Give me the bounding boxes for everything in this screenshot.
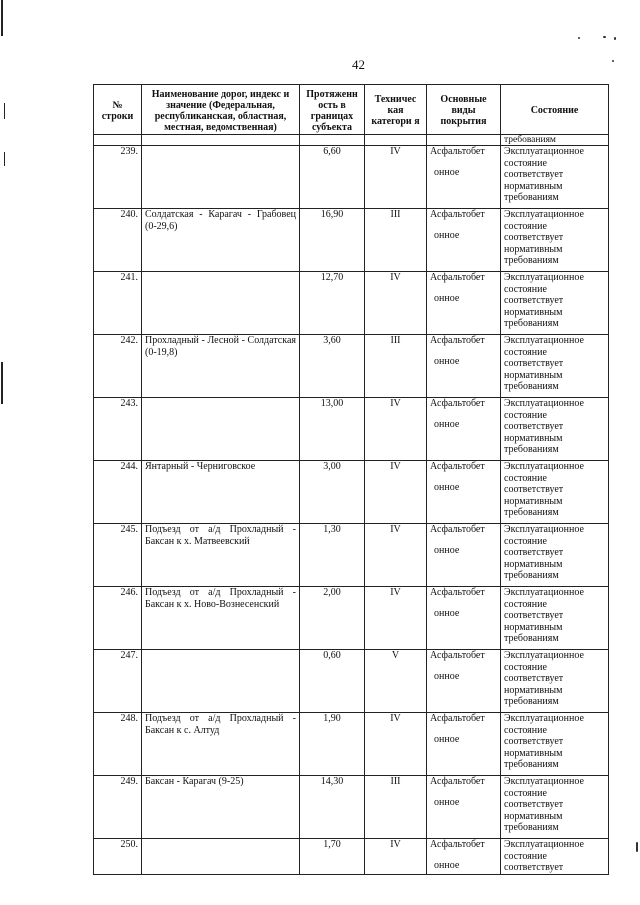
condition — [501, 839, 609, 875]
surface-line-2: онное — [434, 859, 460, 871]
surface-line-1: Асфальтобет — [430, 335, 485, 346]
condition-line: состояние — [504, 346, 547, 358]
technical-category: IV — [365, 839, 427, 875]
condition-line: состояние — [504, 787, 547, 799]
condition-line: Эксплуатационное — [504, 650, 584, 661]
surface-line-2: онное — [434, 292, 460, 304]
condition-line: нормативным — [504, 684, 563, 696]
condition-line: соответствует — [504, 232, 564, 243]
condition-line: требованиям — [504, 507, 559, 518]
road-name: Подъезд от а/д Прохладный - Баксан к х. Матвеевский — [142, 524, 300, 587]
surface-line-2: онное — [434, 607, 460, 619]
condition — [501, 398, 609, 461]
scan-speck — [578, 37, 580, 39]
header-length: Протяженн ость в границах субъекта — [300, 85, 365, 135]
table-body — [94, 135, 609, 875]
condition-line: соответствует — [504, 610, 564, 621]
condition-line: требованиям — [504, 822, 559, 833]
surface-line-1: Асфальтобет — [430, 776, 485, 787]
surface-type — [427, 776, 501, 839]
surface-type — [427, 461, 501, 524]
surface-type — [427, 839, 501, 875]
surface-line-1: Асфальтобет — [430, 587, 485, 598]
technical-category: V — [365, 650, 427, 713]
surface-type — [427, 587, 501, 650]
scan-speck — [612, 60, 614, 62]
surface-type — [427, 146, 501, 209]
condition-line: соответствует — [504, 484, 564, 495]
condition-line: нормативным — [504, 432, 563, 444]
table-row — [94, 587, 609, 650]
road-length: 2,00 — [300, 587, 365, 650]
surface-type — [427, 650, 501, 713]
condition-line: нормативным — [504, 306, 563, 318]
row-number: 242. — [94, 335, 142, 398]
condition-line: Эксплуатационное — [504, 713, 584, 724]
condition-line: нормативным — [504, 558, 563, 570]
row-number: 247. — [94, 650, 142, 713]
condition-line: нормативным — [504, 747, 563, 759]
road-length: 16,90 — [300, 209, 365, 272]
condition-line: требованиям — [504, 381, 559, 392]
condition-line: соответствует — [504, 862, 564, 873]
condition-line: нормативным — [504, 180, 563, 192]
technical-category: IV — [365, 461, 427, 524]
technical-category: IV — [365, 398, 427, 461]
surface-line-2: онное — [434, 481, 460, 493]
condition — [501, 650, 609, 713]
surface-line-1: Асфальтобет — [430, 461, 485, 472]
scan-speck — [603, 36, 606, 38]
condition — [501, 146, 609, 209]
table-header-row — [94, 85, 609, 135]
header-condition: Состояние — [501, 85, 609, 135]
surface-line-2: онное — [434, 544, 460, 556]
condition — [501, 776, 609, 839]
technical-category: III — [365, 776, 427, 839]
technical-category: III — [365, 209, 427, 272]
scan-margin-mark-top — [1, 0, 3, 36]
row-number: 240. — [94, 209, 142, 272]
table-row — [94, 146, 609, 209]
roads-table — [93, 84, 609, 875]
condition-line: состояние — [504, 535, 547, 547]
condition-line: Эксплуатационное — [504, 335, 584, 346]
header-surface: Основные виды покрытия — [427, 85, 501, 135]
condition-line: состояние — [504, 850, 547, 862]
table-row — [94, 398, 609, 461]
condition-line: Эксплуатационное — [504, 839, 584, 850]
condition-line: Эксплуатационное — [504, 587, 584, 598]
table-row — [94, 524, 609, 587]
condition — [501, 335, 609, 398]
condition-line: соответствует — [504, 421, 564, 432]
road-name: Баксан - Карагач (9-25) — [142, 776, 300, 839]
surface-line-2: онное — [434, 796, 460, 808]
surface-line-1: Асфальтобет — [430, 272, 485, 283]
technical-category: IV — [365, 524, 427, 587]
road-name — [142, 146, 300, 209]
condition-line: Эксплуатационное — [504, 461, 584, 472]
road-length: 0,60 — [300, 650, 365, 713]
condition-line: Эксплуатационное — [504, 776, 584, 787]
continued-row — [94, 135, 609, 146]
scan-margin-mark-left-1 — [4, 103, 5, 119]
row-number: 243. — [94, 398, 142, 461]
row-number: 241. — [94, 272, 142, 335]
road-name: Солдатская - Карагач - Грабовец (0-29,6) — [142, 209, 300, 272]
row-number: 239. — [94, 146, 142, 209]
surface-type — [427, 524, 501, 587]
row-number: 248. — [94, 713, 142, 776]
technical-category: IV — [365, 146, 427, 209]
row-number: 249. — [94, 776, 142, 839]
surface-type — [427, 398, 501, 461]
road-length: 1,90 — [300, 713, 365, 776]
scan-margin-mark-left-2 — [4, 152, 5, 166]
page-number: 42 — [352, 57, 365, 72]
surface-line-1: Асфальтобет — [430, 524, 485, 535]
surface-line-2: онное — [434, 355, 460, 367]
condition — [501, 587, 609, 650]
road-length: 13,00 — [300, 398, 365, 461]
row-number: 250. — [94, 839, 142, 875]
technical-category: III — [365, 335, 427, 398]
condition-line: нормативным — [504, 621, 563, 633]
header-category: Техничес кая категори я — [365, 85, 427, 135]
condition — [501, 209, 609, 272]
road-name: Прохладный - Лесной - Солдатская (0-19,8) — [142, 335, 300, 398]
surface-line-1: Асфальтобет — [430, 398, 485, 409]
condition-line: состояние — [504, 409, 547, 421]
condition — [501, 461, 609, 524]
surface-line-2: онное — [434, 733, 460, 745]
condition-line: нормативным — [504, 495, 563, 507]
scan-speck — [636, 842, 638, 852]
condition-line: Эксплуатационное — [504, 272, 584, 283]
surface-line-1: Асфальтобет — [430, 839, 485, 850]
condition-line: состояние — [504, 157, 547, 169]
condition — [501, 272, 609, 335]
road-length: 1,70 — [300, 839, 365, 875]
surface-type — [427, 272, 501, 335]
condition-line: Эксплуатационное — [504, 146, 584, 157]
condition-line: соответствует — [504, 169, 564, 180]
technical-category: IV — [365, 587, 427, 650]
condition-line: состояние — [504, 220, 547, 232]
surface-line-2: онное — [434, 670, 460, 682]
road-length: 1,30 — [300, 524, 365, 587]
table-row — [94, 776, 609, 839]
condition-line: требованиям — [504, 759, 559, 770]
condition-line: требованиям — [504, 444, 559, 455]
condition-line: требованиям — [504, 318, 559, 329]
row-number: 246. — [94, 587, 142, 650]
condition-line: соответствует — [504, 799, 564, 810]
condition-line: состояние — [504, 472, 547, 484]
surface-line-1: Асфальтобет — [430, 209, 485, 220]
surface-type — [427, 713, 501, 776]
scan-speck — [614, 37, 616, 40]
condition-line: требованиям — [504, 192, 559, 203]
table-row — [94, 272, 609, 335]
condition-line: состояние — [504, 598, 547, 610]
row-number: 244. — [94, 461, 142, 524]
surface-type — [427, 209, 501, 272]
condition-line: требованиям — [504, 570, 559, 581]
condition-line: соответствует — [504, 673, 564, 684]
condition-line: состояние — [504, 724, 547, 736]
road-name: Подъезд от а/д Прохладный - Баксан к с. Алтуд — [142, 713, 300, 776]
road-name — [142, 398, 300, 461]
road-length: 3,00 — [300, 461, 365, 524]
condition-line: нормативным — [504, 369, 563, 381]
surface-type — [427, 335, 501, 398]
road-length: 3,60 — [300, 335, 365, 398]
condition-line: требованиям — [504, 633, 559, 644]
technical-category: IV — [365, 272, 427, 335]
scan-margin-mark-left-3 — [1, 362, 3, 404]
condition-line: Эксплуатационное — [504, 209, 584, 220]
table-row — [94, 839, 609, 875]
condition-line: Эксплуатационное — [504, 524, 584, 535]
road-name — [142, 272, 300, 335]
table-row — [94, 461, 609, 524]
header-row-number: № строки — [94, 85, 142, 135]
surface-line-2: онное — [434, 418, 460, 430]
surface-line-1: Асфальтобет — [430, 146, 485, 157]
condition-line: соответствует — [504, 295, 564, 306]
surface-line-2: онное — [434, 229, 460, 241]
condition-line: Эксплуатационное — [504, 398, 584, 409]
condition-line: соответствует — [504, 547, 564, 558]
road-name: Подъезд от а/д Прохладный - Баксан к х. Ново-Вознесенский — [142, 587, 300, 650]
condition-line: нормативным — [504, 243, 563, 255]
table-row — [94, 335, 609, 398]
continued-condition: требованиям — [501, 135, 609, 146]
road-length: 14,30 — [300, 776, 365, 839]
condition-line: требованиям — [504, 255, 559, 266]
condition — [501, 524, 609, 587]
road-length: 12,70 — [300, 272, 365, 335]
table-row — [94, 650, 609, 713]
row-number: 245. — [94, 524, 142, 587]
road-length: 6,60 — [300, 146, 365, 209]
condition-line: требованиям — [504, 696, 559, 707]
condition-line: состояние — [504, 283, 547, 295]
surface-line-1: Асфальтобет — [430, 650, 485, 661]
condition-line: состояние — [504, 661, 547, 673]
technical-category: IV — [365, 713, 427, 776]
road-name — [142, 650, 300, 713]
road-name: Янтарный - Черниговское — [142, 461, 300, 524]
table-row — [94, 713, 609, 776]
condition-line: нормативным — [504, 810, 563, 822]
surface-line-1: Асфальтобет — [430, 713, 485, 724]
condition-line: соответствует — [504, 358, 564, 369]
header-road-name: Наименование дорог, индекс и значение (Федеральная, республиканская, областная, местная, ведомственная) — [142, 85, 300, 135]
road-name — [142, 839, 300, 875]
table-row — [94, 209, 609, 272]
condition — [501, 713, 609, 776]
surface-line-2: онное — [434, 166, 460, 178]
condition-line: соответствует — [504, 736, 564, 747]
